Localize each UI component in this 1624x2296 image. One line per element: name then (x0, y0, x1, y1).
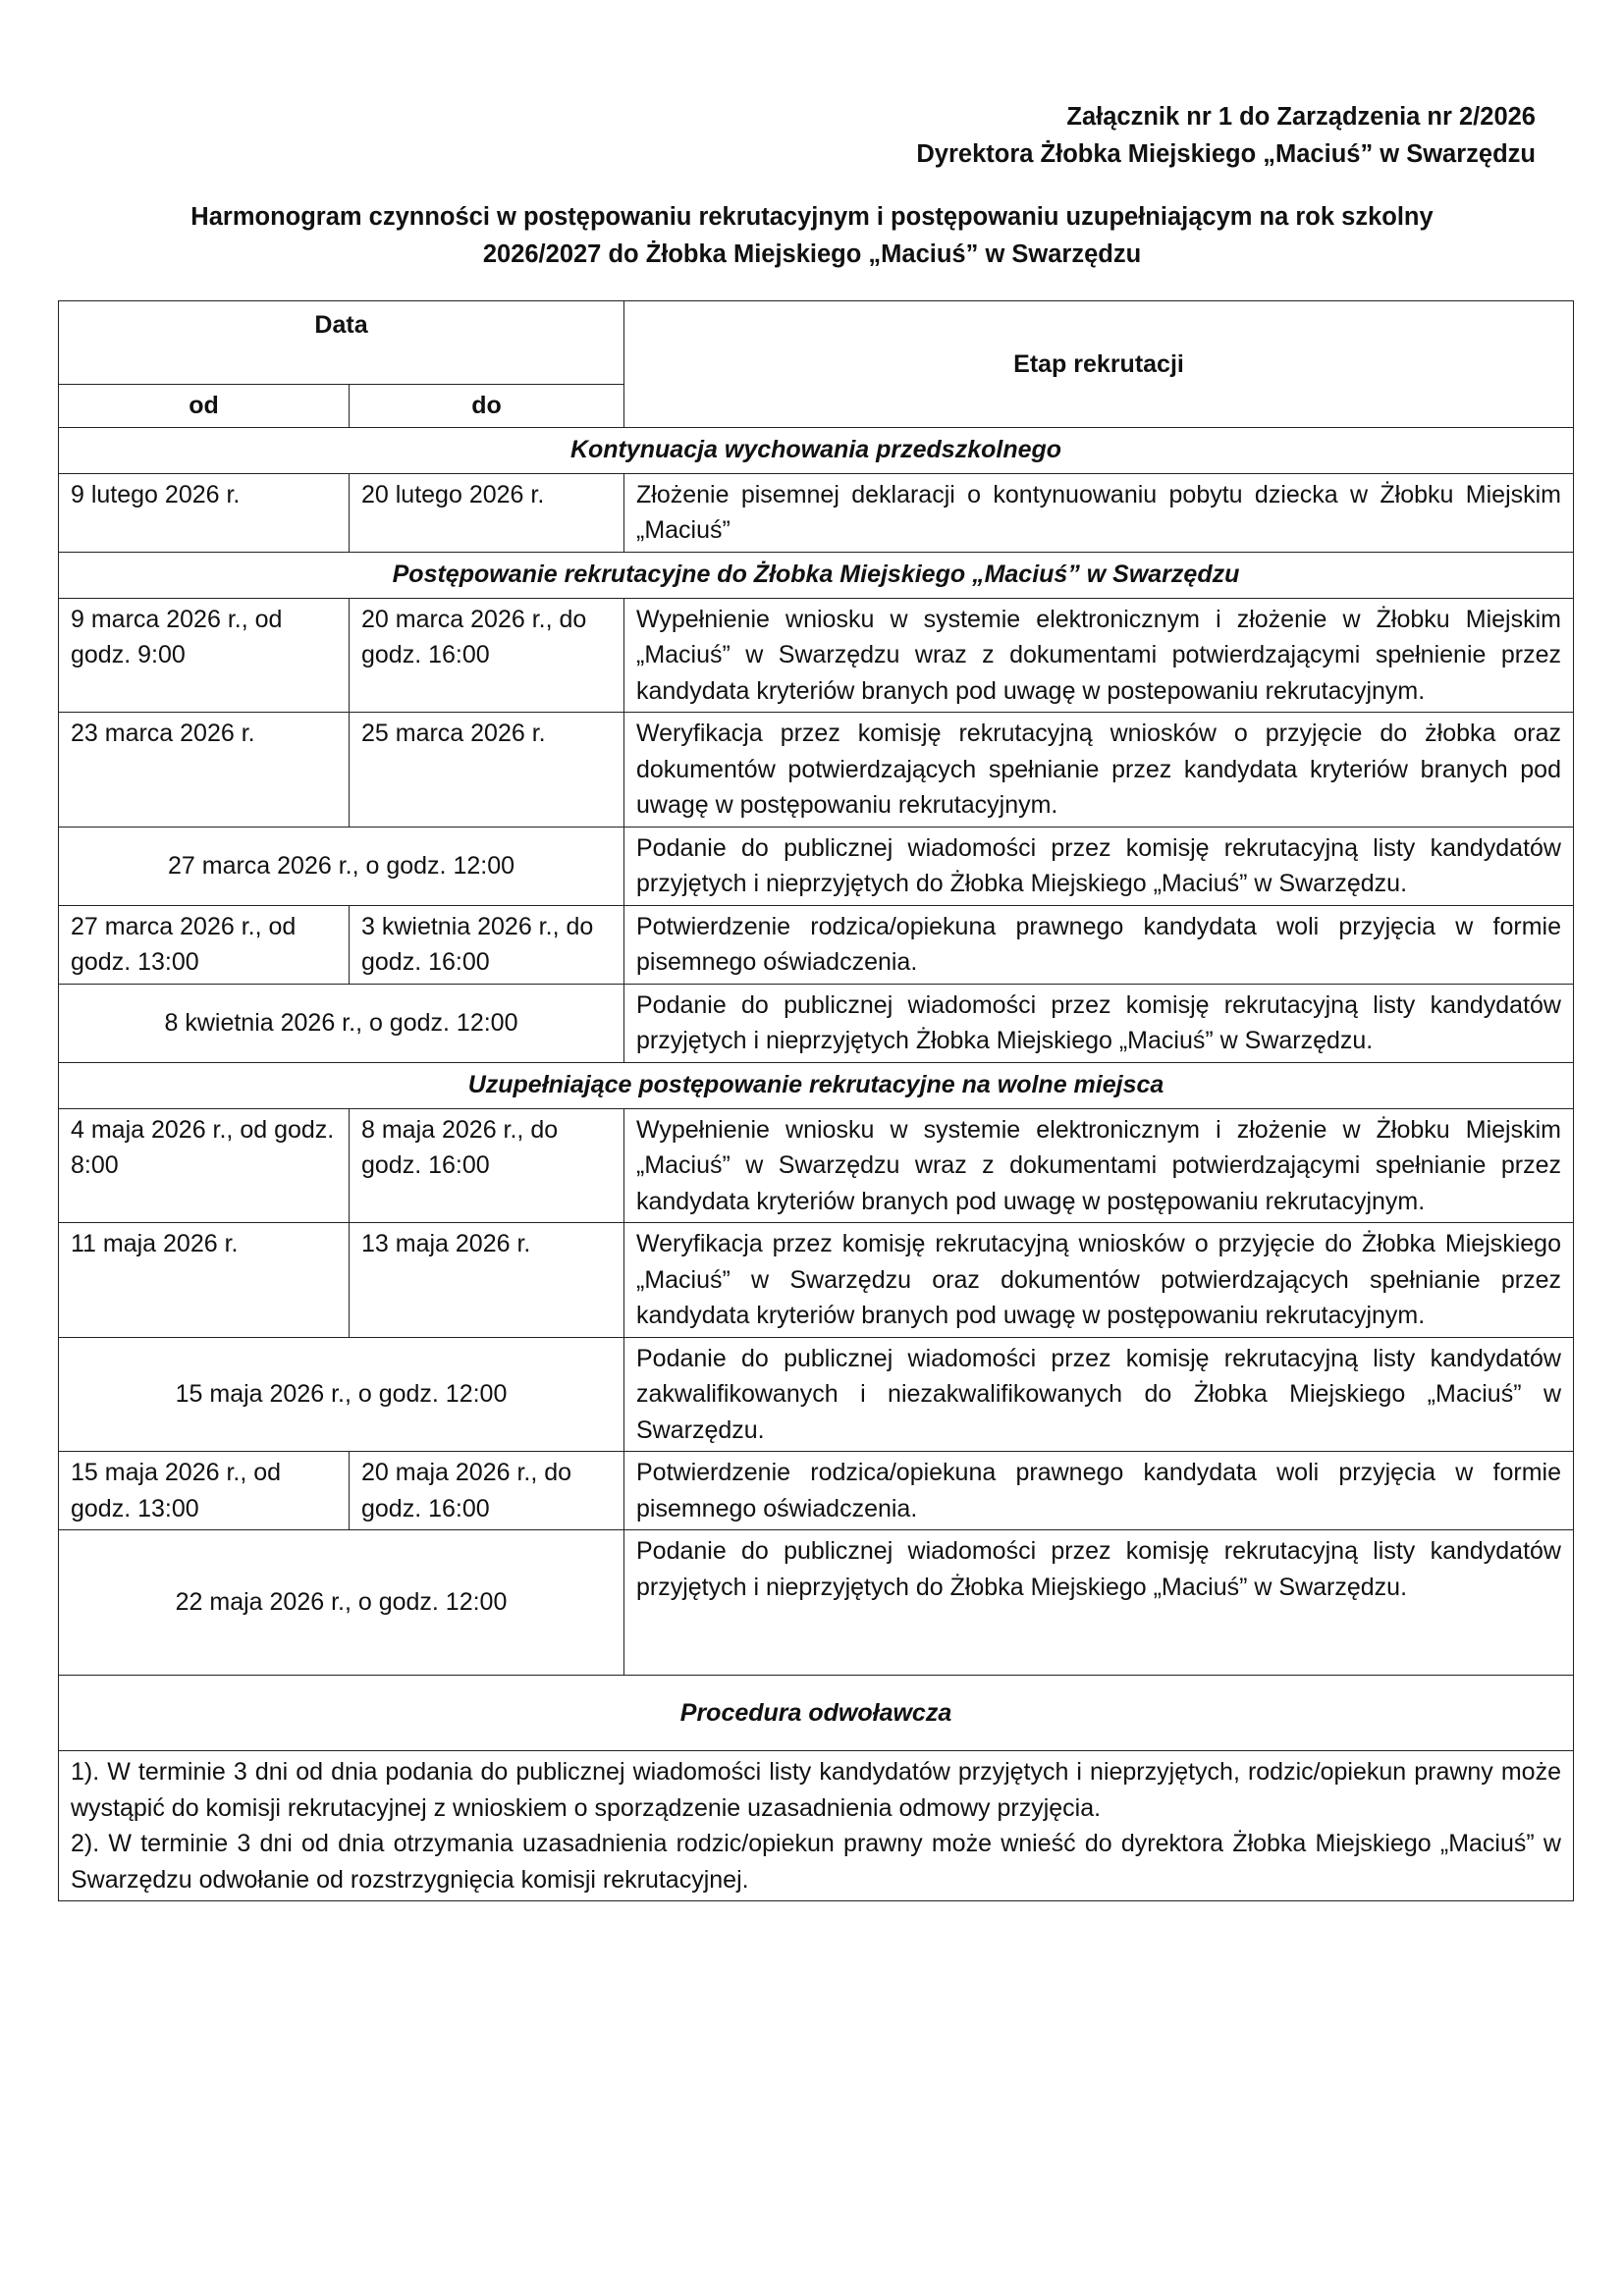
cell-od: 15 maja 2026 r., od godz. 13:00 (59, 1452, 350, 1530)
section-row (59, 1062, 1574, 1108)
header-etap: Etap rekrutacji (624, 301, 1574, 428)
cell-od: 4 maja 2026 r., od godz. 8:00 (59, 1108, 350, 1223)
table-row (59, 1108, 1574, 1223)
appeal-title: Procedura odwoławcza (59, 1676, 1574, 1751)
cell-etap: Potwierdzenie rodzica/opiekuna prawnego kandydata woli przyjęcia w formie pisemnego oświadczenia. (624, 905, 1574, 984)
cell-merged-date: 15 maja 2026 r., o godz. 12:00 (59, 1337, 624, 1452)
header-do: do (350, 385, 624, 428)
table-row (59, 598, 1574, 713)
appeal-row (59, 1751, 1574, 1901)
header-row (59, 301, 1574, 385)
attachment-line-2: Dyrektora Żłobka Miejskiego „Maciuś” w Swarzędzu (916, 140, 1536, 168)
cell-do: 20 lutego 2026 r. (350, 473, 624, 552)
table-row (59, 1337, 1574, 1452)
schedule-table (58, 300, 1574, 1901)
cell-etap: Weryfikacja przez komisję rekrutacyjną wniosków o przyjęcie do Żłobka Miejskiego „Maciuś” w Swarzędzu oraz dokumentów potwierdzających spełnianie przez kandydata kryteriów branych pod uwagę w postępowaniu rekrutacyjnym. (624, 1223, 1574, 1338)
cell-od: 11 maja 2026 r. (59, 1223, 350, 1338)
section-row (59, 1676, 1574, 1751)
cell-od: 27 marca 2026 r., od godz. 13:00 (59, 905, 350, 984)
title-line-2: 2026/2027 do Żłobka Miejskiego „Maciuś” w Swarzędzu (482, 240, 1142, 268)
table-row (59, 984, 1574, 1062)
cell-etap: Weryfikacja przez komisję rekrutacyjną wniosków o przyjęcie do żłobka oraz dokumentów potwierdzających spełnianie przez kandydata kryteriów branych pod uwagę w postępowaniu rekrutacyjnym. (624, 713, 1574, 828)
appeal-item: 2). W terminie 3 dni od dnia otrzymania uzasadnienia rodzic/opiekun prawny może wnieść do dyrektora Żłobka Miejskiego „Maciuś” w Swarzędzu odwołanie od rozstrzygnięcia komisji rekrutacyjnej. (71, 1830, 1561, 1894)
table-row (59, 473, 1574, 552)
section-title: Kontynuacja wychowania przedszkolnego (59, 427, 1574, 473)
cell-od: 9 marca 2026 r., od godz. 9:00 (59, 598, 350, 713)
table-row (59, 1452, 1574, 1530)
cell-etap: Podanie do publicznej wiadomości przez komisję rekrutacyjną listy kandydatów przyjętych i nieprzyjętych do Żłobka Miejskiego „Maciuś” w Swarzędzu. (624, 827, 1574, 905)
cell-do: 3 kwietnia 2026 r., do godz. 16:00 (350, 905, 624, 984)
cell-merged-date: 8 kwietnia 2026 r., o godz. 12:00 (59, 984, 624, 1062)
cell-etap: Podanie do publicznej wiadomości przez komisję rekrutacyjną listy kandydatów przyjętych i nieprzyjętych Żłobka Miejskiego „Maciuś” w Swarzędzu. (624, 984, 1574, 1062)
table-row (59, 1223, 1574, 1338)
cell-od: 9 lutego 2026 r. (59, 473, 350, 552)
cell-od: 23 marca 2026 r. (59, 713, 350, 828)
header-data: Data (59, 301, 624, 385)
table-row (59, 905, 1574, 984)
section-row (59, 427, 1574, 473)
appeal-item: 1). W terminie 3 dni od dnia podania do publicznej wiadomości listy kandydatów przyjętych i nieprzyjętych, rodzic/opiekun prawny może wystąpić do komisji rekrutacyjnej z wnioskiem o sporządzenie uzasadnienia odmowy przyjęcia. (71, 1758, 1561, 1822)
cell-do: 8 maja 2026 r., do godz. 16:00 (350, 1108, 624, 1223)
section-title: Uzupełniające postępowanie rekrutacyjne na wolne miejsca (59, 1062, 1574, 1108)
title-line-1: Harmonogram czynności w postępowaniu rekrutacyjnym i postępowaniu uzupełniającym na rok szkolny (190, 203, 1434, 231)
cell-merged-date: 27 marca 2026 r., o godz. 12:00 (59, 827, 624, 905)
cell-do: 25 marca 2026 r. (350, 713, 624, 828)
section-row (59, 552, 1574, 598)
cell-etap: Podanie do publicznej wiadomości przez komisję rekrutacyjną listy kandydatów przyjętych i nieprzyjętych do Żłobka Miejskiego „Maciuś” w Swarzędzu. (624, 1530, 1574, 1676)
table-row (59, 1530, 1574, 1676)
document-title (69, 198, 1555, 273)
cell-merged-date: 22 maja 2026 r., o godz. 12:00 (59, 1530, 624, 1676)
cell-do: 20 marca 2026 r., do godz. 16:00 (350, 598, 624, 713)
cell-etap: Podanie do publicznej wiadomości przez komisję rekrutacyjną listy kandydatów zakwalifikowanych i niezakwalifikowanych do Żłobka Miejskiego „Maciuś” w Swarzędzu. (624, 1337, 1574, 1452)
section-title: Postępowanie rekrutacyjne do Żłobka Miejskiego „Maciuś” w Swarzędzu (59, 552, 1574, 598)
cell-etap: Złożenie pisemnej deklaracji o kontynuowaniu pobytu dziecka w Żłobku Miejskim „Maciuś” (624, 473, 1574, 552)
cell-etap: Wypełnienie wniosku w systemie elektronicznym i złożenie w Żłobku Miejskim „Maciuś” w Swarzędzu wraz z dokumentami potwierdzającymi spełnianie przez kandydata kryteriów branych pod uwagę w postępowaniu rekrutacyjnym. (624, 1108, 1574, 1223)
cell-etap: Potwierdzenie rodzica/opiekuna prawnego kandydata woli przyjęcia w formie pisemnego oświadczenia. (624, 1452, 1574, 1530)
table-row (59, 827, 1574, 905)
appeal-content (59, 1751, 1574, 1901)
cell-do: 20 maja 2026 r., do godz. 16:00 (350, 1452, 624, 1530)
table-row (59, 713, 1574, 828)
attachment-header (916, 98, 1536, 173)
header-od: od (59, 385, 350, 428)
cell-do: 13 maja 2026 r. (350, 1223, 624, 1338)
cell-etap: Wypełnienie wniosku w systemie elektronicznym i złożenie w Żłobku Miejskim „Maciuś” w Swarzędzu wraz z dokumentami potwierdzającymi spełnienie przez kandydata kryteriów branych pod uwagę w postepowaniu rekrutacyjnym. (624, 598, 1574, 713)
attachment-line-1: Załącznik nr 1 do Zarządzenia nr 2/2026 (1066, 103, 1536, 131)
